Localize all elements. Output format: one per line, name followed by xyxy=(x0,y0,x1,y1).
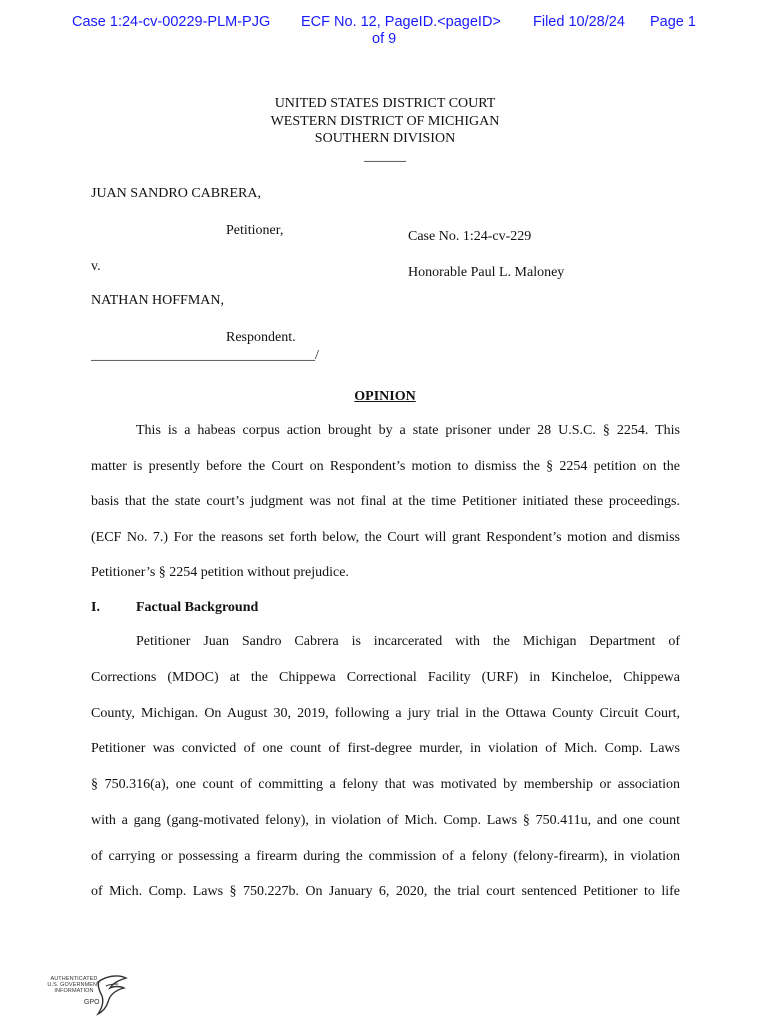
paragraph-line: County, Michigan. On August 30, 2019, following a jury trial in the Ottawa County Circuit Court, xyxy=(91,706,680,721)
paragraph-line: Corrections (MDOC) at the Chippewa Correctional Facility (URF) in Kincheloe, Chippewa xyxy=(91,670,680,685)
paragraph-line: Petitioner was convicted of one count of first-degree murder, in violation of Mich. Comp. Laws xyxy=(91,741,680,756)
header-page-total: of 9 xyxy=(372,31,397,47)
paragraph-line: Petitioner’s § 2254 petition without prejudice. xyxy=(91,565,349,580)
seal-gpo-label: GPO xyxy=(84,999,100,1006)
opinion-title: OPINION xyxy=(354,389,416,404)
seal-text-line: INFORMATION xyxy=(54,988,94,995)
respondent-role: Respondent. xyxy=(226,330,296,345)
seal-text-line: AUTHENTICATED xyxy=(50,976,98,982)
court-name: UNITED STATES DISTRICT COURT xyxy=(274,96,496,111)
respondent-name: NATHAN HOFFMAN, xyxy=(91,293,225,308)
paragraph-line: (ECF No. 7.) For the reasons set forth below, the Court will grant Respondent’s motion and dismiss xyxy=(91,530,680,545)
paragraph-line: This is a habeas corpus action brought by a state prisoner under 28 U.S.C. § 2254. This xyxy=(136,423,680,438)
paragraph-line: § 750.316(a), one count of committing a felony that was motivated by membership or association xyxy=(91,777,680,792)
seal-text-line: U.S. GOVERNMENT xyxy=(47,982,101,989)
section-number: I. xyxy=(91,600,100,615)
paragraph-line: basis that the state court’s judgment was not final at the time Petitioner initiated these proceedings. xyxy=(91,494,680,509)
header-ecf-page-id: ECF No. 12, PageID.<pageID> xyxy=(301,14,501,30)
header-page-number: Page 1 xyxy=(650,14,696,30)
paragraph-line: with a gang (gang-motivated felony), in violation of Mich. Comp. Laws § 750.411u, and one count xyxy=(91,813,680,828)
court-rule: ______ xyxy=(364,148,406,164)
paragraph-line: of Mich. Comp. Laws § 750.227b. On January 6, 2020, the trial court sentenced Petitioner to life xyxy=(91,884,680,899)
eagle-icon xyxy=(94,974,128,1016)
header-case-number: Case 1:24-cv-00229-PLM-PJG xyxy=(72,14,271,30)
paragraph-line: matter is presently before the Court on Respondent’s motion to dismiss the § 2254 petition on the xyxy=(91,459,680,474)
court-division: SOUTHERN DIVISION xyxy=(314,131,456,146)
versus: v. xyxy=(91,259,101,274)
petitioner-role: Petitioner, xyxy=(226,223,284,238)
case-number: Case No. 1:24-cv-229 xyxy=(408,229,532,244)
court-heading xyxy=(0,95,770,165)
gpo-authentication-seal xyxy=(44,974,134,1018)
caption-closing-line: ________________________________/ xyxy=(91,348,319,363)
court-district: WESTERN DISTRICT OF MICHIGAN xyxy=(270,113,500,129)
paragraph-line: Petitioner Juan Sandro Cabrera is incarcerated with the Michigan Department of xyxy=(136,634,680,649)
header-filed-date: Filed 10/28/24 xyxy=(533,14,625,30)
paragraph-line: of carrying or possessing a firearm during the commission of a felony (felony-firearm), in violation xyxy=(91,849,680,864)
section-title: Factual Background xyxy=(136,600,259,615)
petitioner-name: JUAN SANDRO CABRERA, xyxy=(91,186,261,201)
judge-name: Honorable Paul L. Maloney xyxy=(408,265,565,280)
